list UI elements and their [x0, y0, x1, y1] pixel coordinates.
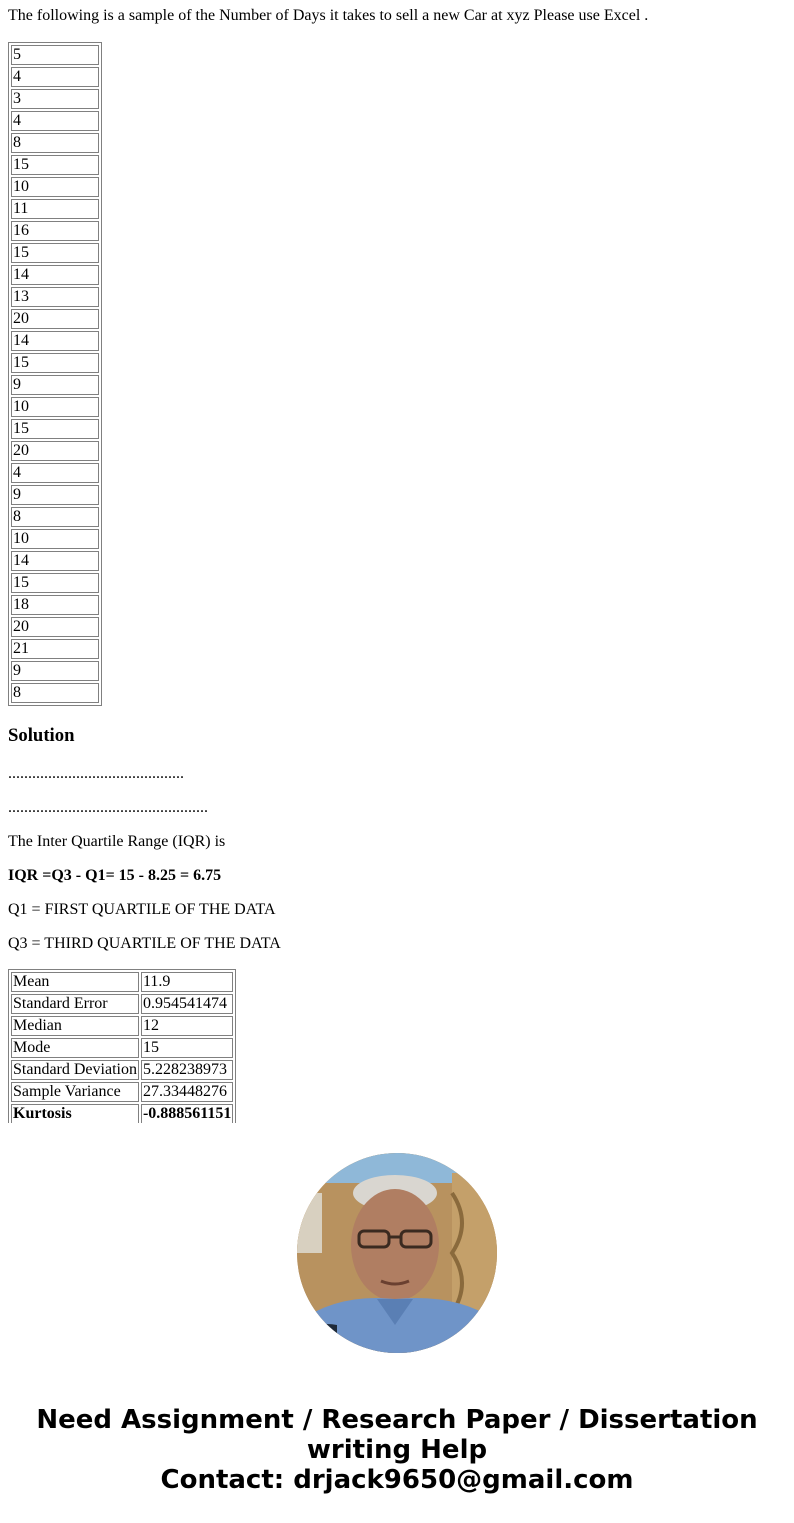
data-value-cell: 5	[11, 45, 99, 65]
solution-heading: Solution	[8, 725, 75, 746]
data-value-cell: 4	[11, 67, 99, 87]
cta-line-3: Contact: drjack9650@gmail.com	[160, 1465, 634, 1495]
data-value-cell: 10	[11, 397, 99, 417]
data-value-cell: 8	[11, 133, 99, 153]
data-value-cell: 13	[11, 287, 99, 307]
table-row	[11, 287, 99, 307]
data-value-cell: 20	[11, 617, 99, 637]
data-value-cell: 4	[11, 463, 99, 483]
table-row	[11, 199, 99, 219]
stat-value-cell: -0.888561151	[142, 1105, 232, 1122]
table-row	[11, 595, 99, 615]
data-value-cell: 15	[11, 155, 99, 175]
stat-value-cell: 0.954541474	[141, 994, 233, 1014]
data-value-cell: 9	[11, 485, 99, 505]
table-row	[11, 972, 233, 992]
avatar-portrait-image	[297, 1153, 497, 1353]
table-row	[11, 309, 99, 329]
stat-label-cell: Standard Deviation	[13, 1061, 137, 1078]
data-value-cell: 15	[11, 573, 99, 593]
data-value-cell: 8	[11, 507, 99, 527]
table-row	[11, 375, 99, 395]
table-row	[11, 639, 99, 659]
data-value-cell: 11	[11, 199, 99, 219]
stat-value-cell: 15	[141, 1038, 233, 1058]
table-row	[11, 573, 99, 593]
stat-label-cell: Standard Error	[11, 994, 139, 1014]
data-value-cell: 18	[11, 595, 99, 615]
contact-banner	[0, 1405, 794, 1495]
table-row	[11, 45, 99, 65]
table-row	[11, 661, 99, 681]
stat-label-cell: Kurtosis	[11, 1104, 139, 1123]
table-row	[11, 441, 99, 461]
data-value-cell: 15	[11, 419, 99, 439]
data-value-cell: 14	[11, 331, 99, 351]
descriptive-stats-table	[8, 969, 236, 1123]
days-data-table	[8, 42, 102, 706]
table-row	[11, 463, 99, 483]
data-value-cell: 20	[11, 309, 99, 329]
data-value-cell: 3	[11, 89, 99, 109]
stat-label-cell: Mode	[11, 1038, 139, 1058]
data-value-cell: 10	[11, 529, 99, 549]
stat-value-cell: 27.33448276	[141, 1082, 233, 1102]
data-value-cell: 21	[11, 639, 99, 659]
table-row	[11, 529, 99, 549]
stat-label-cell: Mean	[11, 972, 139, 992]
intro-text: The following is a sample of the Number of Days it takes to sell a new Car at xyz Please use Excel .	[8, 7, 649, 24]
table-row	[11, 1104, 233, 1123]
table-row	[11, 1082, 233, 1102]
data-value-cell: 16	[11, 221, 99, 241]
dots-line-1: ............................................	[8, 765, 184, 782]
table-row	[11, 331, 99, 351]
data-value-cell: 15	[11, 243, 99, 263]
q3-definition: Q3 = THIRD QUARTILE OF THE DATA	[8, 935, 281, 952]
iqr-intro: The Inter Quartile Range (IQR) is	[8, 833, 226, 850]
table-row	[11, 397, 99, 417]
table-row	[11, 89, 99, 109]
stat-label-cell: Sample Variance	[11, 1082, 139, 1102]
table-row	[11, 265, 99, 285]
table-row	[11, 111, 99, 131]
data-value-cell: 9	[11, 661, 99, 681]
cta-line-1: Need Assignment / Research Paper / Dissertation	[36, 1405, 758, 1435]
q1-definition: Q1 = FIRST QUARTILE OF THE DATA	[8, 901, 276, 918]
stat-value-cell: 12	[141, 1016, 233, 1036]
table-row	[11, 1038, 233, 1058]
dots-line-2: ..................................................	[8, 799, 208, 816]
data-value-cell: 10	[11, 177, 99, 197]
author-avatar	[297, 1153, 497, 1353]
data-value-cell: 15	[11, 353, 99, 373]
stat-value-cell: 11.9	[141, 972, 233, 992]
data-value-cell: 8	[11, 683, 99, 703]
data-value-cell: 4	[11, 111, 99, 131]
data-value-cell: 9	[11, 375, 99, 395]
data-value-cell: 20	[11, 441, 99, 461]
table-row	[11, 419, 99, 439]
table-row	[11, 507, 99, 527]
table-row	[11, 485, 99, 505]
stat-value-cell: 5.228238973	[141, 1060, 233, 1080]
stats-table-container	[8, 969, 236, 1123]
table-row	[11, 353, 99, 373]
table-row	[11, 155, 99, 175]
table-row	[11, 617, 99, 637]
table-row	[11, 1060, 233, 1080]
table-row	[11, 1016, 233, 1036]
table-row	[11, 221, 99, 241]
table-row	[11, 177, 99, 197]
stat-label-cell: Median	[11, 1016, 139, 1036]
table-row	[11, 67, 99, 87]
data-value-cell: 14	[11, 265, 99, 285]
iqr-formula: IQR =Q3 - Q1= 15 - 8.25 = 6.75	[8, 867, 222, 884]
table-row	[11, 243, 99, 263]
data-value-cell: 14	[11, 551, 99, 571]
table-row	[11, 133, 99, 153]
cta-line-2: writing Help	[306, 1435, 488, 1465]
table-row	[11, 994, 233, 1014]
table-row	[11, 683, 99, 703]
table-row	[11, 551, 99, 571]
